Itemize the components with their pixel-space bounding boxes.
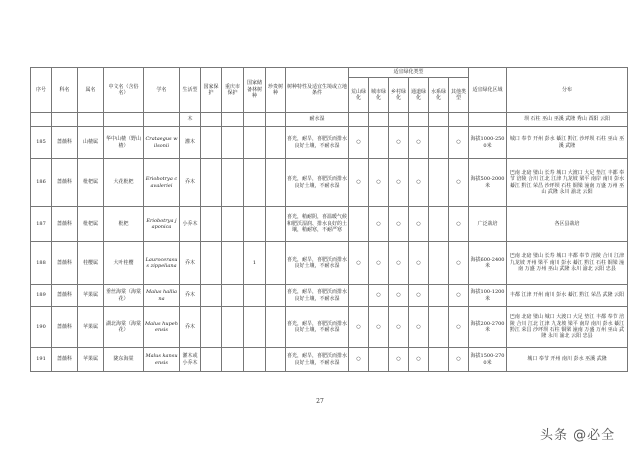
greening-mark-cell: ○ bbox=[409, 242, 429, 285]
greening-mark-cell bbox=[429, 207, 449, 242]
nat-protect-cell bbox=[201, 348, 222, 372]
header-nat-protect: 国家保护 bbox=[201, 68, 222, 113]
greening-mark-cell bbox=[349, 207, 369, 242]
cq-protect-cell bbox=[222, 285, 244, 307]
header-cq-protect: 重庆市保护 bbox=[222, 68, 244, 113]
genus-cell: 苹果属 bbox=[78, 285, 104, 307]
greening-mark-cell: ○ bbox=[389, 348, 409, 372]
genus-cell: 苹果属 bbox=[78, 348, 104, 372]
greening-mark-cell: ○ bbox=[449, 207, 469, 242]
sci-name-cell: Eriobotrya cavaleriei bbox=[144, 159, 180, 207]
table-row bbox=[31, 348, 628, 372]
sci-name-cell: Malus hupehensis bbox=[144, 307, 180, 348]
header-genus: 属名 bbox=[78, 68, 104, 113]
traits-cell: 喜光，耐旱，喜肥沃而排水良好土壤，不耐水湿 bbox=[286, 242, 349, 285]
greening-mark-cell: ○ bbox=[389, 127, 409, 159]
greening-mark-cell bbox=[369, 348, 389, 372]
table-row bbox=[31, 207, 628, 242]
seq-cell: 190 bbox=[31, 307, 52, 348]
cq-protect-cell bbox=[222, 242, 244, 285]
family-cell: 蔷薇科 bbox=[52, 127, 78, 159]
greening-mark-cell: ○ bbox=[369, 207, 389, 242]
region-cell: 海拔500-2000米 bbox=[469, 159, 507, 207]
header-rare: 珍贵树种 bbox=[266, 68, 286, 113]
greening-mark-cell: ○ bbox=[449, 242, 469, 285]
genus-cell: 枇杷属 bbox=[78, 159, 104, 207]
sci-name-cell: Eriobotrya japonica bbox=[144, 207, 180, 242]
seq-cell: 191 bbox=[31, 348, 52, 372]
traits-cell: 喜光，耐旱，喜肥沃而排水良好土壤，不耐水湿 bbox=[286, 285, 349, 307]
genus-cell: 山楂属 bbox=[78, 127, 104, 159]
traits-cell: 喜光，耐旱，喜肥沃而排水良好土壤，不耐水湿 bbox=[286, 159, 349, 207]
rare-cell bbox=[266, 285, 286, 307]
greening-mark-cell: ○ bbox=[389, 307, 409, 348]
rare-cell bbox=[266, 159, 286, 207]
genus-cell: 桂樱属 bbox=[78, 242, 104, 285]
cont-life-form: 木 bbox=[180, 113, 201, 127]
genus-cell: 枇杷属 bbox=[78, 207, 104, 242]
region-cell: 海拔600-2400米 bbox=[469, 242, 507, 285]
header-traits: 树种特性及适宜生境或立地条件 bbox=[286, 68, 349, 113]
greening-mark-cell: ○ bbox=[389, 207, 409, 242]
nat-reserve-cell: 1 bbox=[244, 242, 266, 285]
header-life-form: 生活型 bbox=[180, 68, 201, 113]
header-row-1 bbox=[31, 68, 628, 78]
greening-mark-cell: ○ bbox=[389, 242, 409, 285]
traits-cell: 喜光，耐旱，喜肥沃而排水良好土壤，不耐水湿 bbox=[286, 127, 349, 159]
cq-protect-cell bbox=[222, 207, 244, 242]
header-distribution: 分布 bbox=[507, 68, 628, 113]
life-form-cell: 乔木 bbox=[180, 242, 201, 285]
cq-protect-cell bbox=[222, 127, 244, 159]
greening-mark-cell: ○ bbox=[349, 348, 369, 372]
watermark-text: 头条 @必全 bbox=[540, 428, 616, 443]
life-form-cell: 乔木 bbox=[180, 159, 201, 207]
traits-cell: 喜光，稍耐阴，喜温暖气候和肥沃湿润、排水良好的土壤，稍耐寒，不耐严寒 bbox=[286, 207, 349, 242]
distribution-cell: 城口 奉节 开州 彭水 綦江 黔江 沙坪坝 石柱 巫山 巫溪 武隆 bbox=[507, 127, 628, 159]
cont-distribution: 坝 石柱 巫山 巫溪 武隆 秀山 酉阳 云阳 bbox=[507, 113, 628, 127]
sci-name-cell: Crataegus wilsonii bbox=[144, 127, 180, 159]
greening-mark-cell: ○ bbox=[369, 242, 389, 285]
greening-mark-cell: ○ bbox=[409, 285, 429, 307]
seq-cell: 188 bbox=[31, 242, 52, 285]
greening-mark-cell: ○ bbox=[449, 348, 469, 372]
greening-mark-cell bbox=[429, 285, 449, 307]
cn-name-cell: 湖北海棠（海棠花） bbox=[104, 307, 144, 348]
rare-cell bbox=[266, 348, 286, 372]
header-cn-name: 中文名（含俗名） bbox=[104, 68, 144, 113]
header-sci-name: 学名 bbox=[144, 68, 180, 113]
cont-traits: 耐水湿 bbox=[286, 113, 349, 127]
header-g6: 其他类型 bbox=[449, 78, 469, 113]
cn-name-cell: 大叶桂樱 bbox=[104, 242, 144, 285]
header-greening-group: 适宜绿化类型 bbox=[349, 68, 469, 78]
header-region: 适宜绿化区域 bbox=[469, 68, 507, 113]
cn-name-cell: 华中山楂（野山楂） bbox=[104, 127, 144, 159]
life-form-cell: 灌木 bbox=[180, 127, 201, 159]
region-cell: 海拔1500-2700米 bbox=[469, 348, 507, 372]
greening-mark-cell bbox=[369, 127, 389, 159]
nat-reserve-cell bbox=[244, 348, 266, 372]
greening-mark-cell: ○ bbox=[449, 159, 469, 207]
family-cell: 蔷薇科 bbox=[52, 242, 78, 285]
nat-protect-cell bbox=[201, 207, 222, 242]
sci-name-cell: Laurocerasus zippeliana bbox=[144, 242, 180, 285]
seq-cell: 187 bbox=[31, 207, 52, 242]
greening-mark-cell bbox=[429, 307, 449, 348]
nat-protect-cell bbox=[201, 285, 222, 307]
distribution-cell: 城口 奉节 开州 南川 彭水 巫溪 武隆 bbox=[507, 348, 628, 372]
family-cell: 蔷薇科 bbox=[52, 285, 78, 307]
greening-mark-cell: ○ bbox=[449, 285, 469, 307]
life-form-cell: 乔木 bbox=[180, 285, 201, 307]
greening-mark-cell: ○ bbox=[349, 159, 369, 207]
seq-cell: 189 bbox=[31, 285, 52, 307]
cn-name-cell: 枇杷 bbox=[104, 207, 144, 242]
greening-mark-cell: ○ bbox=[409, 307, 429, 348]
nat-protect-cell bbox=[201, 127, 222, 159]
nat-protect-cell bbox=[201, 159, 222, 207]
traits-cell: 喜光，耐旱，喜肥沃而排水良好土壤，不耐水湿 bbox=[286, 348, 349, 372]
header-g4: 通道绿化 bbox=[409, 78, 429, 113]
seq-cell: 186 bbox=[31, 159, 52, 207]
header-g2: 城市绿化 bbox=[369, 78, 389, 113]
greening-mark-cell bbox=[429, 127, 449, 159]
greening-mark-cell: ○ bbox=[349, 127, 369, 159]
cn-name-cell: 陇东海棠 bbox=[104, 348, 144, 372]
life-form-cell: 小乔木 bbox=[180, 207, 201, 242]
cn-name-cell: 大花枇杷 bbox=[104, 159, 144, 207]
table-row bbox=[31, 307, 628, 348]
rare-cell bbox=[266, 307, 286, 348]
header-family: 科名 bbox=[52, 68, 78, 113]
nat-reserve-cell bbox=[244, 159, 266, 207]
nat-reserve-cell bbox=[244, 285, 266, 307]
greening-mark-cell: ○ bbox=[409, 207, 429, 242]
distribution-cell: 巴南 北碚 璧山 长寿 城口 大渡口 大足 垫江 丰都 奉节 涪陵 合川 江北 江津 九龙坡 梁平 南岸 南川 彭水 綦江 黔江 荣昌 沙坪坝 石柱 铜梁 潼南 万盛 万州 巫山 武隆 永川 渝北 云阳 bbox=[507, 159, 628, 207]
family-cell: 蔷薇科 bbox=[52, 207, 78, 242]
greening-mark-cell: ○ bbox=[449, 307, 469, 348]
greening-mark-cell: ○ bbox=[349, 307, 369, 348]
nat-protect-cell bbox=[201, 242, 222, 285]
rare-cell bbox=[266, 207, 286, 242]
header-g5: 水系绿化 bbox=[429, 78, 449, 113]
distribution-cell: 巴南 北碚 璧山 城口 大渡口 大足 垫江 丰都 奉节 涪陵 合川 江北 江津 九龙坡 梁平 南岸 南川 彭水 綦江 黔江 荣昌 沙坪坝 石柱 铜梁 潼南 万盛 万州 巫山 武隆 永川 渝北 云阳 忠县 bbox=[507, 307, 628, 348]
family-cell: 蔷薇科 bbox=[52, 159, 78, 207]
cn-name-cell: 垂丝海棠（海棠花） bbox=[104, 285, 144, 307]
greening-mark-cell: ○ bbox=[349, 242, 369, 285]
nat-reserve-cell bbox=[244, 127, 266, 159]
distribution-cell: 丰都 江津 开州 南川 彭水 綦江 黔江 荣昌 武隆 云阳 bbox=[507, 285, 628, 307]
page-number: 27 bbox=[316, 398, 324, 405]
header-nat-reserve: 国家储备林树种 bbox=[244, 68, 266, 113]
region-cell: 海拔100-1200米 bbox=[469, 285, 507, 307]
family-cell: 蔷薇科 bbox=[52, 348, 78, 372]
traits-cell: 喜光，耐旱，喜肥沃而排水良好土壤，不耐水湿 bbox=[286, 307, 349, 348]
table-row bbox=[31, 127, 628, 159]
seq-cell: 185 bbox=[31, 127, 52, 159]
greening-mark-cell: ○ bbox=[409, 348, 429, 372]
greening-mark-cell: ○ bbox=[369, 159, 389, 207]
rare-cell bbox=[266, 242, 286, 285]
cq-protect-cell bbox=[222, 348, 244, 372]
greening-mark-cell bbox=[429, 159, 449, 207]
greening-mark-cell: ○ bbox=[409, 127, 429, 159]
header-g1: 荒山绿化 bbox=[349, 78, 369, 113]
greening-mark-cell bbox=[349, 285, 369, 307]
nat-protect-cell bbox=[201, 307, 222, 348]
region-cell: 海拔200-2700米 bbox=[469, 307, 507, 348]
greening-mark-cell bbox=[429, 348, 449, 372]
rare-cell bbox=[266, 127, 286, 159]
table-row bbox=[31, 242, 628, 285]
continuation-row bbox=[31, 113, 628, 127]
greening-mark-cell: ○ bbox=[389, 159, 409, 207]
life-form-cell: 灌木或小乔木 bbox=[180, 348, 201, 372]
sci-name-cell: Malus kansuensis bbox=[144, 348, 180, 372]
table-row bbox=[31, 159, 628, 207]
header-g3: 乡村绿化 bbox=[389, 78, 409, 113]
cq-protect-cell bbox=[222, 307, 244, 348]
distribution-cell: 各区县栽培 bbox=[507, 207, 628, 242]
greening-mark-cell: ○ bbox=[369, 307, 389, 348]
greening-mark-cell: ○ bbox=[369, 285, 389, 307]
greening-mark-cell: ○ bbox=[409, 159, 429, 207]
distribution-cell: 巴南 北碚 璧山 长寿 城口 丰都 奉节 涪陵 合川 江津 九龙坡 开州 梁平 南川 彭水 綦江 黔江 石柱 铜梁 潼南 万盛 万州 巫山 武隆 永川 渝北 云阳 忠县 bbox=[507, 242, 628, 285]
greening-mark-cell: ○ bbox=[389, 285, 409, 307]
life-form-cell: 乔木 bbox=[180, 307, 201, 348]
family-cell: 蔷薇科 bbox=[52, 307, 78, 348]
header-seq: 序号 bbox=[31, 68, 52, 113]
greening-mark-cell: ○ bbox=[449, 127, 469, 159]
genus-cell: 苹果属 bbox=[78, 307, 104, 348]
table-row bbox=[31, 285, 628, 307]
cq-protect-cell bbox=[222, 159, 244, 207]
nat-reserve-cell bbox=[244, 207, 266, 242]
greening-mark-cell bbox=[429, 242, 449, 285]
region-cell: 广泛栽培 bbox=[469, 207, 507, 242]
nat-reserve-cell bbox=[244, 307, 266, 348]
species-table bbox=[30, 67, 628, 372]
sci-name-cell: Malus halliana bbox=[144, 285, 180, 307]
region-cell: 海拔1000-2500米 bbox=[469, 127, 507, 159]
